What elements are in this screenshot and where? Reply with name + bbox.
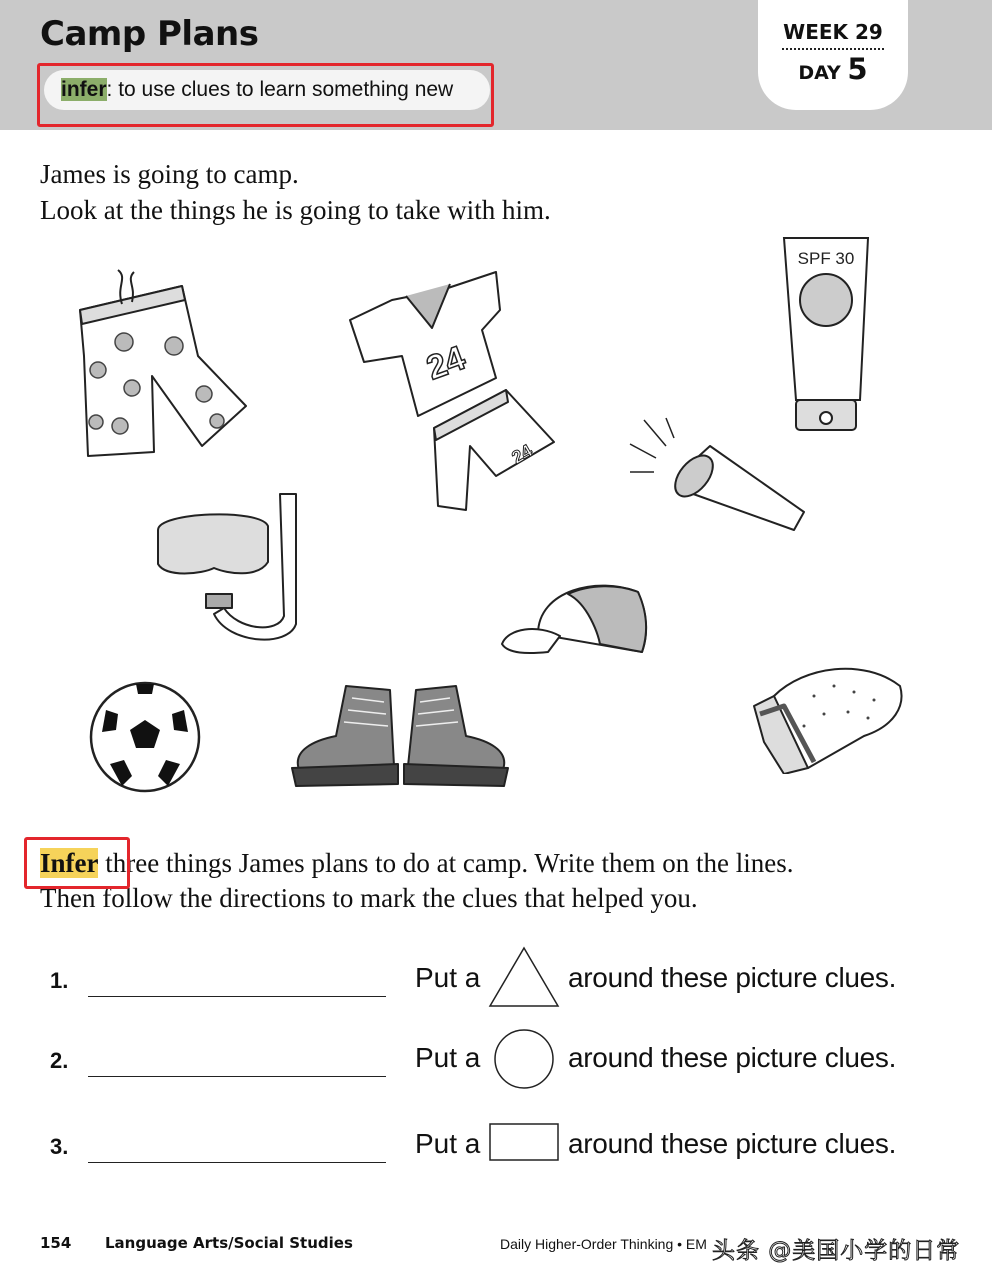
hiking-boots-picture bbox=[286, 680, 516, 790]
row-clue-text: around these picture clues. bbox=[568, 962, 897, 993]
intro-line-1: James is going to camp. bbox=[40, 159, 299, 189]
answer-line[interactable] bbox=[88, 1162, 386, 1163]
definition-highlight-outline bbox=[37, 63, 494, 127]
footer-subject: Language Arts/Social Studies bbox=[105, 1234, 353, 1252]
day-text: DAY bbox=[798, 62, 848, 84]
sunscreen-picture bbox=[780, 232, 872, 438]
week-label: WEEK 29 bbox=[783, 20, 883, 44]
footer-credit: Daily Higher-Order Thinking • EM bbox=[500, 1236, 707, 1252]
shorts-number: 24 bbox=[508, 440, 536, 468]
soccer-ball-picture bbox=[88, 680, 202, 794]
day-label bbox=[758, 52, 908, 86]
jersey-number: 24 bbox=[421, 338, 471, 388]
instructions-line-1-rest: three things James plans to do at camp. Write them on the lines. bbox=[98, 848, 794, 878]
answer-row-3 bbox=[0, 1112, 992, 1182]
week-day-card bbox=[758, 0, 908, 110]
answer-row-1 bbox=[0, 946, 992, 1016]
answer-row-2 bbox=[0, 1026, 992, 1096]
triangle-icon bbox=[488, 946, 562, 1008]
header-band bbox=[0, 0, 992, 130]
intro-text bbox=[40, 156, 551, 228]
towel-picture bbox=[744, 656, 908, 774]
row-put-text: Put a bbox=[415, 1128, 481, 1159]
instructions-line-2: Then follow the directions to mark the clues that helped you. bbox=[40, 883, 698, 913]
page-title: Camp Plans bbox=[40, 14, 259, 54]
intro-line-2: Look at the things he is going to take with him. bbox=[40, 195, 551, 225]
row-number: 3. bbox=[50, 1134, 69, 1159]
instructions-line-1 bbox=[40, 846, 940, 881]
infer-keyword: Infer bbox=[40, 848, 99, 878]
row-clue-text: around these picture clues. bbox=[568, 1128, 897, 1159]
swim-trunks-picture bbox=[72, 266, 252, 458]
day-number: 5 bbox=[847, 52, 868, 86]
definition-term: infer bbox=[61, 78, 107, 101]
baseball-cap-picture bbox=[498, 574, 652, 662]
row-put-text: Put a bbox=[415, 962, 481, 993]
row-clue-text: around these picture clues. bbox=[568, 1042, 897, 1073]
row-put-text: Put a bbox=[415, 1042, 481, 1073]
rectangle-icon bbox=[488, 1122, 562, 1164]
answer-line[interactable] bbox=[88, 996, 386, 997]
flashlight-picture bbox=[626, 416, 812, 540]
circle-icon bbox=[492, 1026, 558, 1090]
instructions-text bbox=[40, 846, 940, 916]
sunscreen-label: SPF 30 bbox=[797, 249, 855, 268]
page-number: 154 bbox=[40, 1234, 72, 1252]
definition-text: to use clues to learn something new bbox=[112, 78, 454, 101]
answer-line[interactable] bbox=[88, 1076, 386, 1077]
week-divider bbox=[782, 48, 884, 50]
definition-colon: : bbox=[106, 78, 113, 101]
infer-highlight-outline bbox=[24, 837, 130, 889]
sports-uniform-picture bbox=[346, 270, 560, 516]
row-number: 1. bbox=[50, 968, 69, 993]
watermark: 头条 @美国小学的日常 bbox=[712, 1238, 961, 1264]
snorkel-mask-picture bbox=[148, 490, 302, 648]
row-number: 2. bbox=[50, 1048, 69, 1073]
